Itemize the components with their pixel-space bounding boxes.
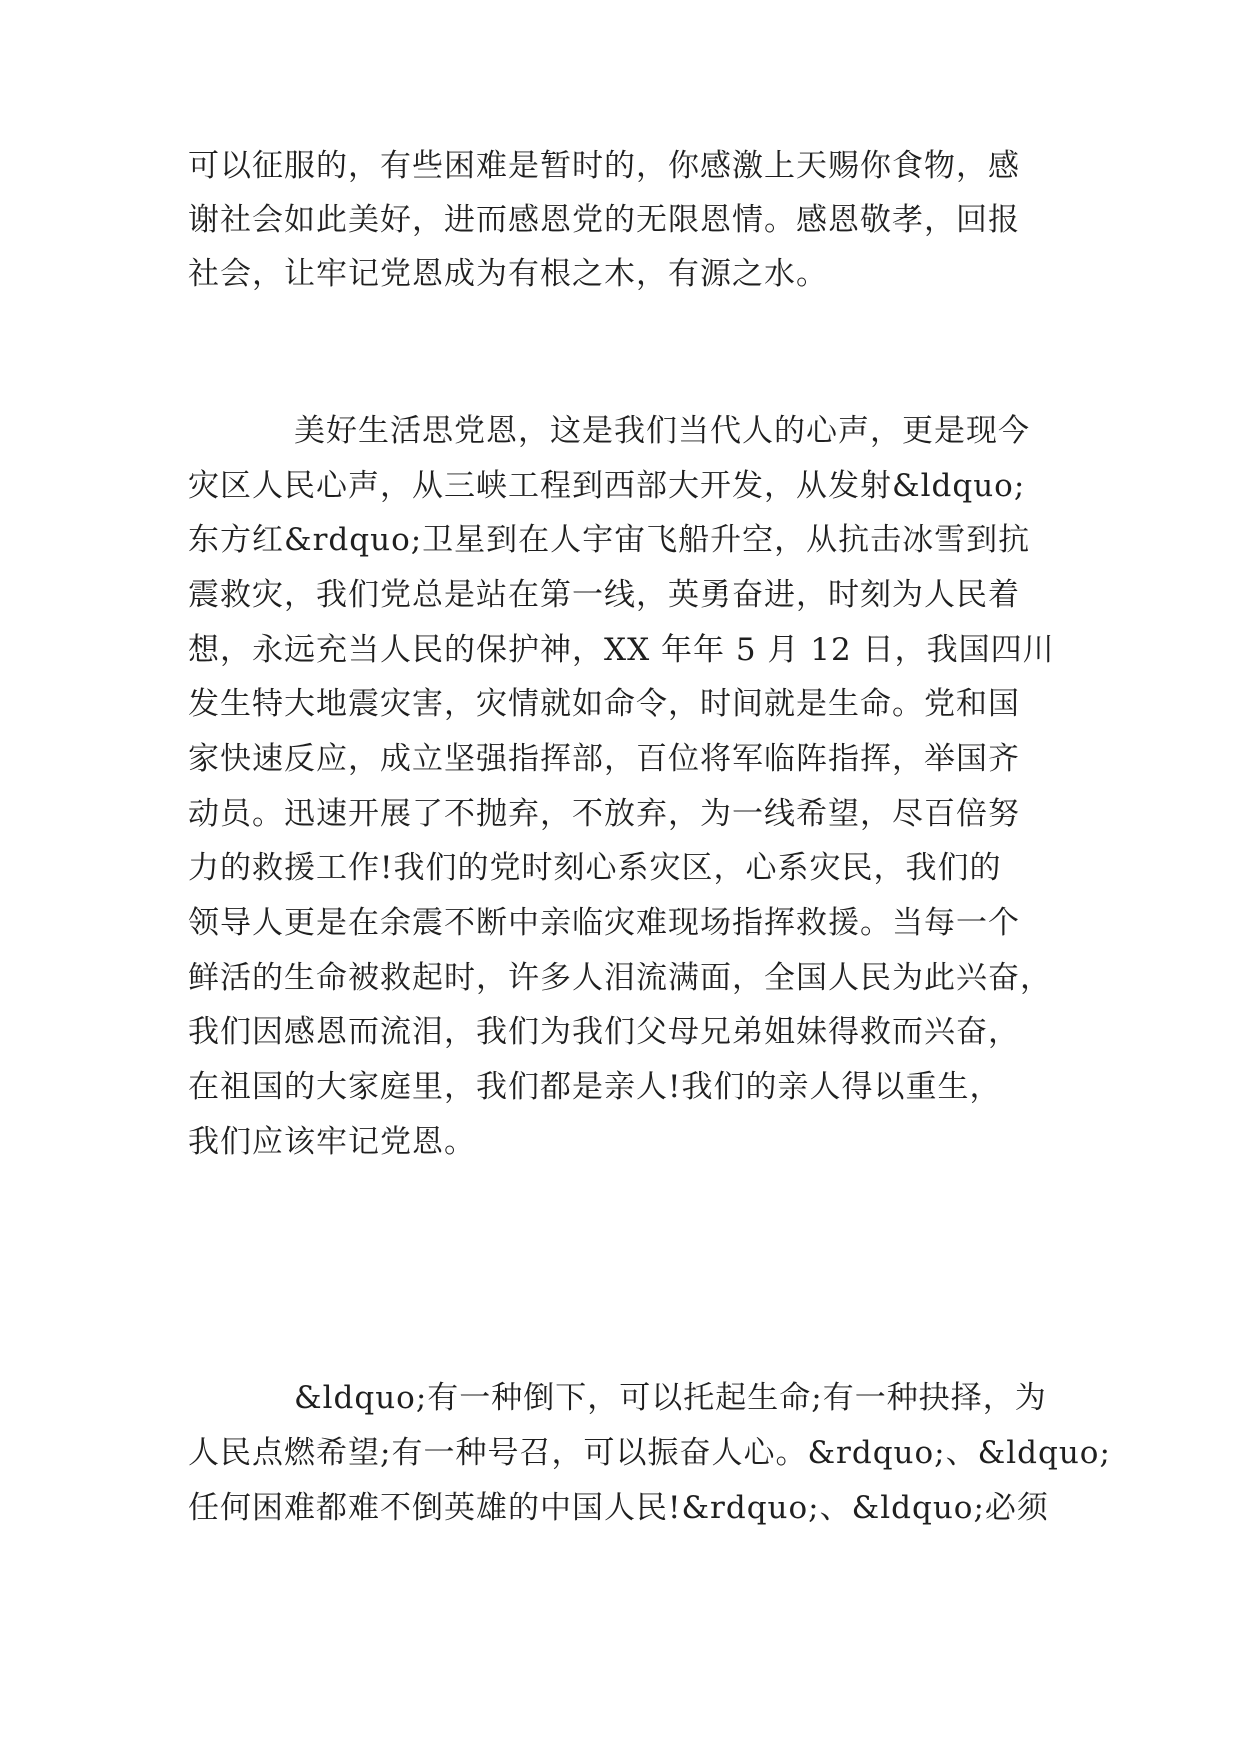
paragraph-2-line-10: 领导人更是在余震不断中亲临灾难现场指挥救援。当每一个 bbox=[188, 905, 1020, 941]
paragraph-2-line-11: 鲜活的生命被救起时，许多人泪流满面，全国人民为此兴奋， bbox=[188, 960, 1052, 996]
paragraph-2-line-2: 灾区人民心声，从三峡工程到西部大开发，从发射&ldquo; bbox=[188, 468, 1026, 504]
paragraph-3-line-2: 人民点燃希望;有一种号召，可以振奋人心。&rdquo;、&ldquo; bbox=[188, 1435, 1111, 1471]
paragraph-2-line-9: 力的救援工作!我们的党时刻心系灾区，心系灾民，我们的 bbox=[188, 850, 1002, 886]
paragraph-2-line-7: 家快速反应，成立坚强指挥部，百位将军临阵指挥，举国齐 bbox=[188, 741, 1020, 777]
paragraph-2-line-4: 震救灾，我们党总是站在第一线，英勇奋进，时刻为人民着 bbox=[188, 577, 1020, 613]
paragraph-2-line-5: 想，永远充当人民的保护神，XX 年年 5 月 12 日，我国四川 bbox=[188, 632, 1055, 668]
paragraph-2-line-3: 东方红&rdquo;卫星到在人宇宙飞船升空，从抗击冰雪到抗 bbox=[188, 522, 1031, 558]
paragraph-2-line-13: 在祖国的大家庭里，我们都是亲人!我们的亲人得以重生， bbox=[188, 1069, 1002, 1105]
paragraph-1-line-2: 谢社会如此美好，进而感恩党的无限恩情。感恩敬孝，回报 bbox=[188, 202, 1020, 238]
paragraph-2-line-8: 动员。迅速开展了不抛弃，不放弃，为一线希望，尽百倍努 bbox=[188, 796, 1020, 832]
paragraph-2-line-12: 我们因感恩而流泪，我们为我们父母兄弟姐妹得救而兴奋， bbox=[188, 1014, 1020, 1050]
paragraph-1-line-1: 可以征服的，有些困难是暂时的，你感激上天赐你食物，感 bbox=[188, 148, 1020, 184]
paragraph-2-line-1: 美好生活思党恩，这是我们当代人的心声，更是现今 bbox=[294, 413, 1030, 449]
paragraph-1-line-3: 社会，让牢记党恩成为有根之木，有源之水。 bbox=[188, 256, 828, 292]
paragraph-3-line-3: 任何困难都难不倒英雄的中国人民!&rdquo;、&ldquo;必须 bbox=[188, 1490, 1049, 1526]
paragraph-2-line-6: 发生特大地震灾害，灾情就如命令，时间就是生命。党和国 bbox=[188, 686, 1020, 722]
paragraph-3-line-1: &ldquo;有一种倒下，可以托起生命;有一种抉择，为 bbox=[294, 1380, 1047, 1416]
paragraph-2-line-14: 我们应该牢记党恩。 bbox=[188, 1124, 476, 1160]
